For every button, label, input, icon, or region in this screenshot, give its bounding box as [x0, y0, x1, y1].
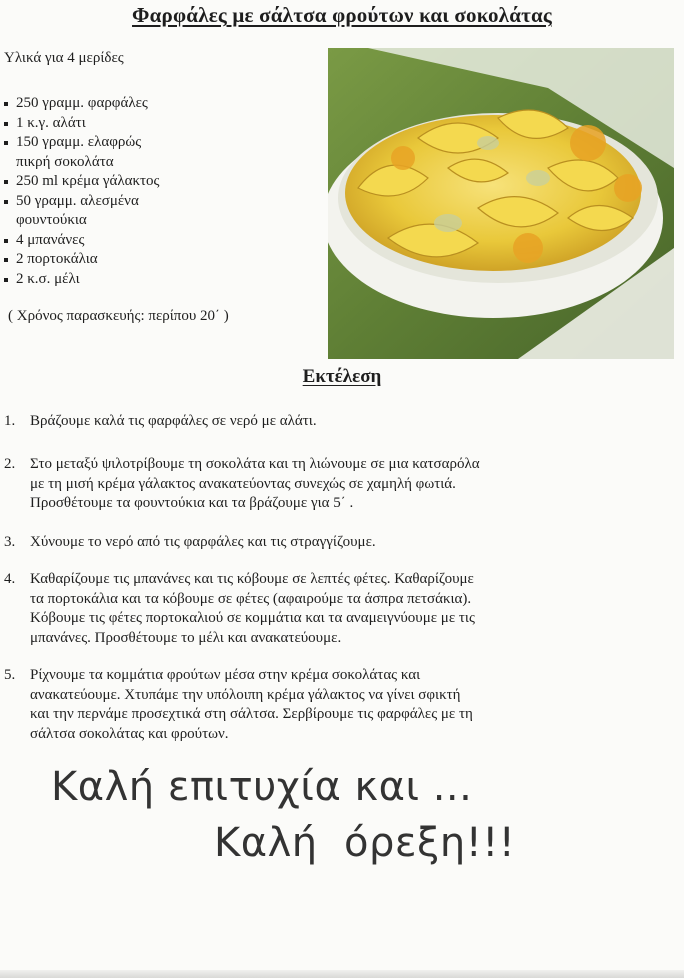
- step-text: Καθαρίζουμε τις μπανάνες και τις κόβουμε σε λεπτές φέτες. Καθαρίζουμε τα πορτοκάλια και τα κόβουμε σε φέτες (αφαιρούμε τα άσπρα πετσάκια). Κόβουμε τις φέτες πορτοκαλιού σε κομμάτια και τα αναμειγνύουμε με τις μπανάνες. Προσθέτουμε το μέλι και ανακατεύουμε.: [30, 571, 475, 646]
- ingredient-item: 150 γραμμ. ελαφρώς πικρή σοκολάτα: [4, 133, 304, 172]
- dish-photo: [328, 48, 674, 359]
- step-text: Στο μεταξύ ψιλοτρίβουμε τη σοκολάτα και τη λιώνουμε σε μια κατσαρόλα με τη μισή κρέμα γάλακτος ανακατεύοντας συνεχώς σε χαμηλή φωτιά. Προσθέτουμε τα φουντούκια και τα βράζουμε για 5΄ .: [30, 456, 480, 512]
- step-number: 3.: [4, 534, 16, 550]
- method-heading: Εκτέλεση: [302, 366, 382, 387]
- ingredient-item: 4 μπανάνες: [4, 231, 304, 251]
- step-number: 2.: [4, 456, 16, 472]
- closing-wish-line1: Καλή επιτυχία και ...: [51, 764, 473, 810]
- step-number: 4.: [4, 571, 16, 587]
- step-text: Βράζουμε καλά τις φαρφάλες σε νερό με αλάτι.: [30, 413, 317, 429]
- ingredients-list: [4, 94, 304, 289]
- scan-edge: [0, 970, 684, 978]
- ingredient-item: 2 πορτοκάλια: [4, 250, 304, 270]
- ingredient-item: 2 κ.σ. μέλι: [4, 270, 304, 290]
- step-text: Ρίχνουμε τα κομμάτια φρούτων μέσα στην κρέμα σοκολάτας και ανακατεύουμε. Χτυπάμε την υπόλοιπη κρέμα γάλακτος να γίνει σφικτή και την περνάμε προσεχτικά στη σάλτσα. Σερβίρουμε τις φαρφάλες με τη σάλτσα σοκολάτας και φρούτων.: [30, 667, 473, 742]
- recipe-title: Φαρφάλες με σάλτσα φρούτων και σοκολάτας: [132, 3, 552, 27]
- step-text: Χύνουμε το νερό από τις φαρφάλες και τις στραγγίζουμε.: [30, 534, 376, 550]
- ingredient-item: 50 γραμμ. αλεσμένα φουντούκια: [4, 192, 304, 231]
- prep-time: ( Χρόνος παρασκευής: περίπου 20΄ ): [8, 308, 229, 324]
- closing-wish-line2: Καλή όρεξη!!!: [214, 820, 516, 866]
- ingredient-item: 1 κ.γ. αλάτι: [4, 114, 304, 134]
- step-number: 1.: [4, 413, 16, 429]
- ingredient-item: 250 γραμμ. φαρφάλες: [4, 94, 304, 114]
- servings-label: Υλικά για 4 μερίδες: [4, 50, 124, 66]
- step-number: 5.: [4, 667, 16, 683]
- ingredient-item: 250 ml κρέμα γάλακτος: [4, 172, 304, 192]
